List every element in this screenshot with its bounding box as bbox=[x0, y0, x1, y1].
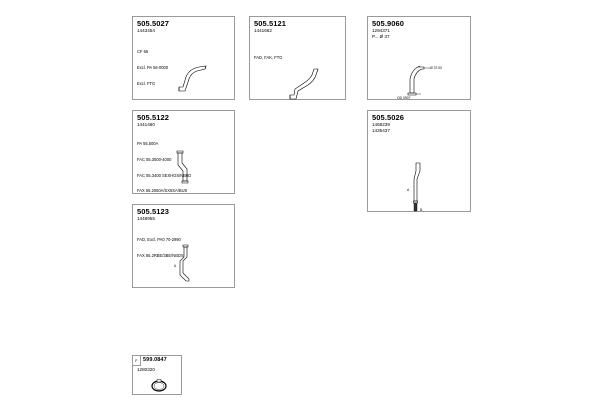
application-line: FAC 55.3400 SEXHOS/NB0D bbox=[137, 172, 192, 178]
dimension-label: A bbox=[407, 188, 410, 192]
part-code: 505.5123 bbox=[137, 207, 170, 216]
application-line: Excl. FTG bbox=[137, 80, 156, 86]
clamp-drawing bbox=[149, 378, 169, 394]
pipe-drawing bbox=[286, 63, 326, 103]
oe-number: 1468239 bbox=[372, 122, 390, 127]
oe-number: 1448955 bbox=[137, 216, 155, 221]
oe-numbers bbox=[372, 122, 390, 134]
pipe-drawing bbox=[396, 59, 456, 101]
oe-number: 1280320 bbox=[137, 367, 155, 372]
oe-number: 1443454 bbox=[137, 28, 155, 33]
oe-number: 1294371 bbox=[372, 28, 390, 33]
part-code: 505.5121 bbox=[254, 19, 287, 28]
application-line: CF 65 bbox=[137, 49, 149, 55]
application-line: FAX 65.2RBE/3BE/NBDS bbox=[137, 253, 184, 259]
pipe-drawing bbox=[169, 245, 199, 287]
oe-number: 1441662 bbox=[254, 28, 272, 33]
application-line: PA 55.500A bbox=[137, 141, 159, 147]
part-card[interactable] bbox=[132, 355, 182, 395]
oe-numbers bbox=[137, 216, 155, 222]
part-card[interactable] bbox=[132, 204, 235, 288]
part-code: 505.5026 bbox=[372, 113, 405, 122]
pipe-drawing bbox=[169, 151, 199, 193]
oe-number: P... Ø 37 bbox=[372, 34, 390, 39]
applications bbox=[254, 45, 282, 71]
application-line: FAD, Excl. PA0 70-2990 bbox=[137, 237, 181, 243]
oe-numbers bbox=[137, 367, 155, 373]
dimension-label: A bbox=[174, 264, 177, 268]
part-card[interactable] bbox=[132, 110, 235, 194]
corner-label: F bbox=[133, 356, 141, 366]
oe-numbers bbox=[137, 122, 155, 128]
dimension-label: OD 0907 bbox=[397, 96, 411, 100]
application-line: FAX 55.2060A/SX5SA/BUS bbox=[137, 188, 188, 194]
part-card[interactable] bbox=[132, 16, 235, 100]
part-card[interactable] bbox=[367, 16, 471, 100]
oe-numbers bbox=[137, 28, 155, 34]
pipe-drawing bbox=[173, 57, 213, 97]
part-code: 505.5122 bbox=[137, 113, 170, 122]
application-line: Excl. PA 56-0000 bbox=[137, 65, 169, 71]
application-line: FAC 55.3500-4000 bbox=[137, 157, 172, 163]
dimension-label: Ø 37.00 bbox=[430, 66, 443, 70]
dimension-label: B bbox=[420, 208, 423, 212]
part-code: 505.5027 bbox=[137, 19, 170, 28]
applications bbox=[137, 39, 168, 96]
application-line: FAD, FAK, FTG bbox=[254, 55, 283, 61]
pipe-drawing bbox=[404, 163, 434, 213]
part-code: 599.0847 bbox=[143, 357, 167, 363]
oe-numbers bbox=[372, 28, 390, 40]
part-code: 505.9060 bbox=[372, 19, 405, 28]
oe-numbers bbox=[254, 28, 272, 34]
part-card[interactable] bbox=[367, 110, 471, 212]
part-card[interactable] bbox=[249, 16, 346, 100]
oe-number: 1441460 bbox=[137, 122, 155, 127]
oe-number: 1435437 bbox=[372, 128, 390, 133]
